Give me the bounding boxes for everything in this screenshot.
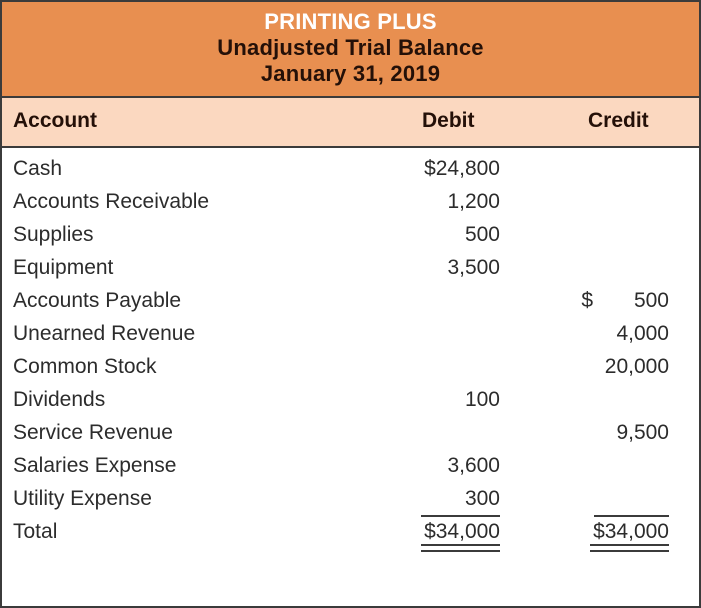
debit-amount-cell: $24,800 <box>424 156 500 180</box>
column-header-row <box>2 98 699 148</box>
report-date: January 31, 2019 <box>260 60 441 86</box>
trial-balance-rows <box>2 148 699 548</box>
column-header-debit: Debit <box>422 108 475 132</box>
debit-amount-cell: 100 <box>464 387 500 411</box>
total-row <box>2 515 699 548</box>
total-debit-cell: $34,000 <box>424 519 500 543</box>
debit-amount-cell: 500 <box>464 222 500 246</box>
account-name-cell: Salaries Expense <box>13 453 177 477</box>
debit-amount-cell: 3,500 <box>447 255 500 279</box>
account-name-cell: Cash <box>13 156 63 180</box>
debit-total-double-rule <box>421 544 500 552</box>
total-label-cell: Total <box>13 519 58 543</box>
table-row <box>2 449 699 482</box>
debit-amount-cell: 300 <box>464 486 500 510</box>
account-name-cell: Accounts Payable <box>13 288 182 312</box>
column-header-account: Account <box>13 108 97 132</box>
account-name-cell: Service Revenue <box>13 420 173 444</box>
report-title: Unadjusted Trial Balance <box>217 34 484 60</box>
account-name-cell: Utility Expense <box>13 486 152 510</box>
credit-currency-symbol: $ <box>581 288 593 312</box>
table-row <box>2 383 699 416</box>
debit-amount-cell: 3,600 <box>447 453 500 477</box>
account-name-cell: Accounts Receivable <box>13 189 210 213</box>
debit-amount-cell: 1,200 <box>447 189 500 213</box>
table-row <box>2 152 699 185</box>
account-name-cell: Common Stock <box>13 354 157 378</box>
account-name-cell: Unearned Revenue <box>13 321 196 345</box>
credit-amount-cell: 500 <box>633 288 669 312</box>
total-credit-cell: $34,000 <box>593 519 669 543</box>
table-row <box>2 350 699 383</box>
account-name-cell: Dividends <box>13 387 106 411</box>
table-row <box>2 416 699 449</box>
credit-amount-cell: 9,500 <box>616 420 669 444</box>
company-name: PRINTING PLUS <box>264 9 437 34</box>
credit-amount-cell: 20,000 <box>604 354 669 378</box>
account-name-cell: Equipment <box>13 255 114 279</box>
report-title-block <box>2 2 699 98</box>
credit-total-double-rule <box>590 544 669 552</box>
table-row <box>2 482 699 515</box>
table-row <box>2 284 699 317</box>
credit-amount-cell: 4,000 <box>616 321 669 345</box>
account-name-cell: Supplies <box>13 222 94 246</box>
table-row <box>2 185 699 218</box>
table-row <box>2 218 699 251</box>
column-header-credit: Credit <box>588 108 649 132</box>
table-row <box>2 317 699 350</box>
table-row <box>2 251 699 284</box>
